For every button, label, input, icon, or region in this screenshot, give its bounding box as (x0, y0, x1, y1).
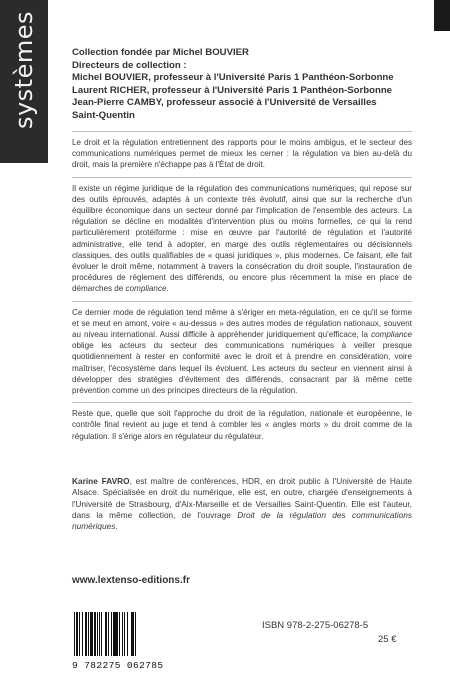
barcode-bars (72, 612, 169, 656)
director-line: Saint-Quentin (72, 109, 135, 121)
publisher-url[interactable]: www.lextenso-editions.fr (72, 575, 190, 586)
directors-heading: Directeurs de collection : (72, 59, 187, 71)
collection-founder: Collection fondée par Michel BOUVIER (72, 47, 249, 58)
summary-paragraph: Le droit et la régulation entretiennent des rapports pour le moins ambigus, et le secteur des communications numériques permet de mieux les cerner : la régulation va bien au-delà du droit, mais la première n'échappe pas à l'État de droit. (72, 138, 412, 170)
collection-spine-band (0, 0, 48, 163)
barcode-bar (135, 612, 136, 656)
barcode-number: 9 782275 062785 (72, 660, 164, 671)
director-line: Jean-Pierre CAMBY, professeur associé à l'Université de Versailles (72, 97, 377, 108)
author-bio: Karine FAVRO, est maître de conférences, HDR, en droit public à l'Université de Haute Alsace. Spécialisée en droit du numérique, elle est, en outre, chargée d'enseignements à l'Université de Strasbourg, d'Aix-Marseille et de Versailles Saint-Quentin. Elle est l'auteur, dans la même collection, de l'ouvrage Droit de la régulation des communications numériques. (72, 476, 413, 532)
divider (72, 177, 412, 178)
collection-credits (72, 47, 412, 122)
collection-spine-label: systèmes (10, 10, 38, 130)
divider (72, 301, 412, 302)
summary-text (72, 131, 412, 448)
director-line: Michel BOUVIER, professeur à l'Université Paris 1 Panthéon-Sorbonne (72, 72, 394, 83)
director-line: Laurent RICHER, professeur à l'Université Paris 1 Panthéon-Sorbonne (72, 84, 393, 96)
summary-paragraph: Ce dernier mode de régulation tend même à s'ériger en meta-régulation, en ce qu'il se forme et se meut en amont, voire « au-dessus » des autres modes de régulation nationaux, souvent au niveau international. Aussi difficile à appréhender juridiquement qu'efficace, la compliance oblige les acteurs du secteur des communications numériques à veiller presque quotidiennement à rester en conformité avec le droit et à prendre en considération, voire maîtriser, l'écosystème dans lequel ils évoluent. Les acteurs du secteur en viennent ainsi à développer des stratégies d'évitement des différends, consacrant par là même cette prévention comme un des principes directeurs de la régulation. (72, 307, 413, 396)
author-name: Karine FAVRO (72, 476, 130, 486)
barcode (72, 612, 169, 671)
summary-paragraph: Reste que, quelle que soit l'approche du droit de la régulation, nationale et européenne, le contrôle final revient au juge et tend à combler les « angles morts » du droit comme de la régulation. Il s'érige alors en régulateur du régulateur. (72, 409, 412, 441)
divider (72, 131, 412, 132)
edge-strip (434, 0, 450, 31)
book-title: Droit de la régulation des communications numériques (72, 509, 412, 532)
summary-paragraph: Il existe un régime juridique de la régulation des communications numériques, qui repose sur des outils éprouvés, adaptés à un contexte très évolutif, ainsi que sur la recherche d'un équilibre économique dans un secteur donné par l'implication de l'ensemble des acteurs. La régulation se décline en modalités d'intervention plus ou moins formelles, ce qui la rend particulièrement protéiforme : mise en œuvre par l'autorité de régulation et l'autorité administrative, elle tend à adopter, en marge des outils réglementaires ou décisionnels classiques, des outils qualifiables de « quasi juridiques », plus modernes. Ce faisant, elle fait évoluer le droit même, notamment à travers la consécration du droit souple, l'instauration de procédures de règlement des différends, ou encore plus récemment la mise en place de démarches de compliance. (72, 183, 412, 294)
price: 25 € (378, 634, 397, 645)
divider (72, 402, 412, 403)
isbn: ISBN 978-2-275-06278-5 (262, 620, 369, 631)
